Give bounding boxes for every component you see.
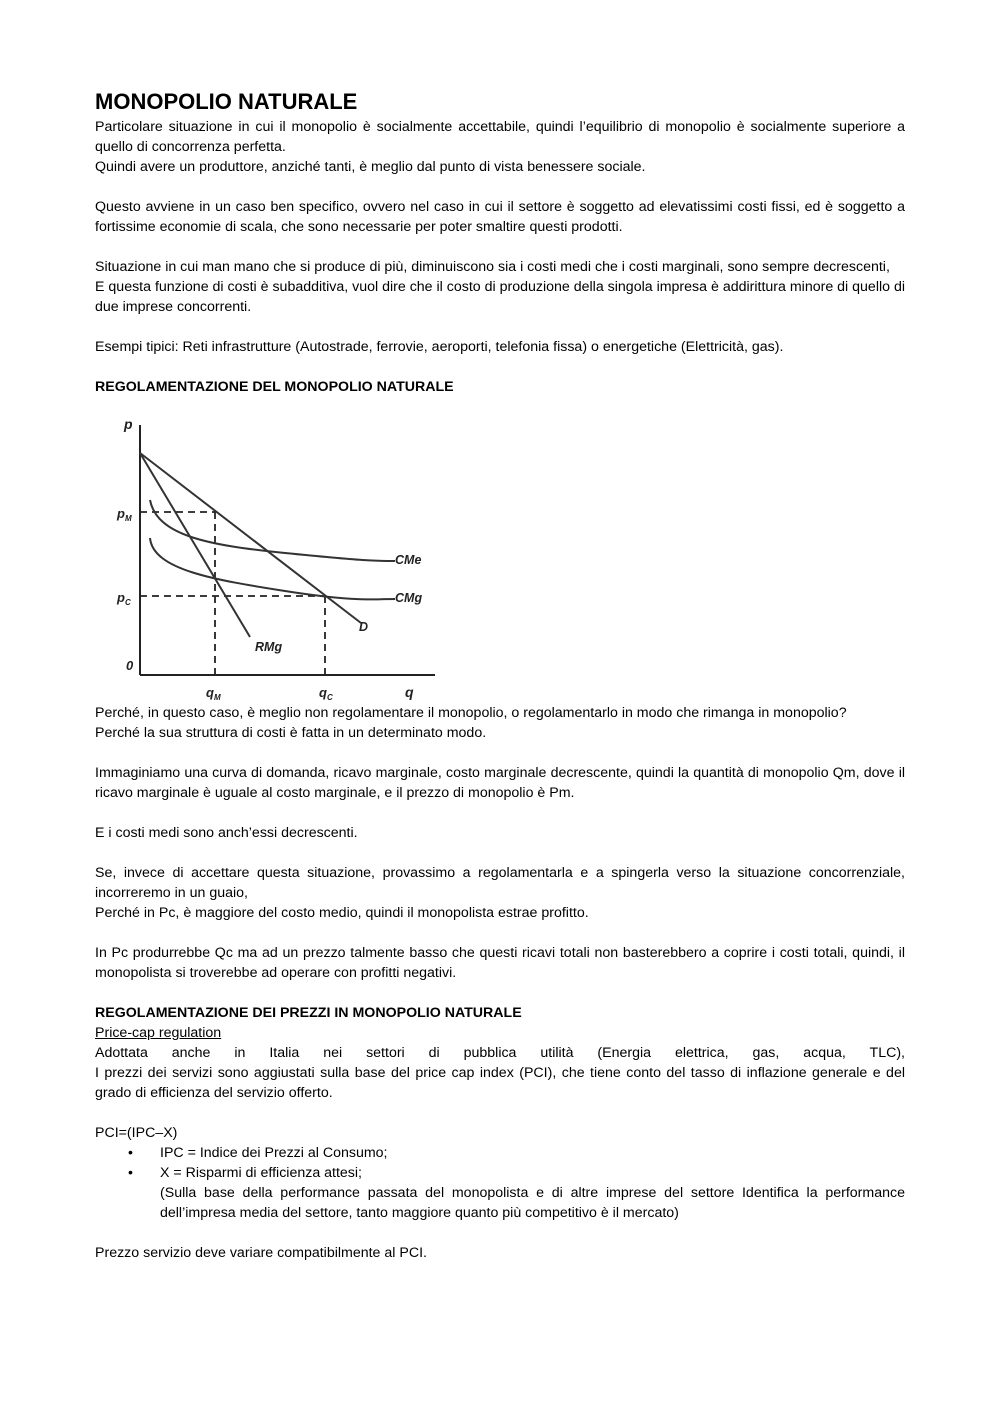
- cmg-label: CMg: [395, 591, 423, 605]
- list-item: • X = Risparmi di efficienza attesi;: [128, 1165, 362, 1181]
- pm-label: $p_M$: [117, 506, 132, 523]
- marginal-revenue-curve: [140, 453, 250, 637]
- page-title: MONOPOLIO NATURALE: [95, 89, 358, 114]
- document-page: [95, 88, 905, 1263]
- intro-paragraph-2: Quindi avere un produttore, anziché tanti, è meglio dal punto di vista benessere sociale.: [95, 159, 646, 175]
- pc-label: $p_C$: [117, 590, 131, 607]
- diagram-svg: [105, 405, 445, 702]
- bullet-icon: •: [128, 1165, 133, 1181]
- y-axis-label: p: [124, 416, 133, 432]
- closing-paragraph: Prezzo servizio deve variare compatibilmente al PCI.: [95, 1245, 427, 1261]
- section1-paragraph-4: E i costi medi sono anch’essi decrescenti.: [95, 825, 358, 841]
- intro-paragraph-3: Questo avviene in un caso ben specifico, ovvero nel caso in cui il settore è soggetto ad elevatissimi costi fissi, ed è soggetto a fortissime economie di scala, che sono necessarie per poter smaltire questi prodotti.: [95, 199, 905, 235]
- marginal-cost-curve: [150, 538, 395, 599]
- pci-definition-list: [95, 1143, 905, 1183]
- intro-paragraph-4: Situazione in cui man mano che si produce di più, diminuiscono sia i costi medi che i costi marginali, sono sempre decrescenti,: [95, 259, 890, 275]
- origin-label: 0: [126, 658, 134, 673]
- list-item: • IPC = Indice dei Prezzi al Consumo;: [128, 1145, 388, 1161]
- cme-label: CMe: [395, 553, 422, 567]
- qm-label: $q_M$: [206, 685, 221, 702]
- price-cap-subheading: Price-cap regulation: [95, 1025, 222, 1041]
- rmg-label: RMg: [255, 640, 283, 654]
- section1-paragraph-7: In Pc produrrebbe Qc ma ad un prezzo talmente basso che questi ricavi totali non basterebbero a coprire i costi totali, quindi, il monopolista si troverebbe ad operare con profitti negativi.: [95, 945, 905, 981]
- natural-monopoly-diagram: [105, 405, 445, 702]
- intro-paragraph-1: Particolare situazione in cui il monopolio è socialmente accettabile, quindi l’equilibrio di monopolio è socialmente superiore a quello di concorrenza perfetta.: [95, 119, 905, 155]
- intro-paragraph-5: E questa funzione di costi è subadditiva, vuol dire che il costo di produzione della singola impresa è addirittura minore di quello di due imprese concorrenti.: [95, 279, 905, 315]
- bullet-icon: •: [128, 1145, 133, 1161]
- qc-label: $q_C$: [319, 685, 333, 702]
- x-axis-label: q: [405, 684, 414, 700]
- pci-formula: PCI=(IPC–X): [95, 1125, 178, 1141]
- section-heading-prezzi: REGOLAMENTAZIONE DEI PREZZI IN MONOPOLIO NATURALE: [95, 1005, 522, 1021]
- section1-paragraph-3: Immaginiamo una curva di domanda, ricavo marginale, costo marginale decrescente, quindi la quantità di monopolio Qm, dove il ricavo marginale è uguale al costo marginale, e il prezzo di monopolio è Pm.: [95, 765, 905, 801]
- efficiency-note: (Sulla base della performance passata del monopolista e di altre imprese del settore Identifica la performance dell’impresa media del settore, tanto maggiore quanto più competitivo è il mercato): [160, 1185, 905, 1221]
- section2-paragraph-2: I prezzi dei servizi sono aggiustati sulla base del price cap index (PCI), che tiene conto del tasso di inflazione generale e del grado di efficienza del servizio offerto.: [95, 1065, 905, 1101]
- section-heading-regolamentazione: REGOLAMENTAZIONE DEL MONOPOLIO NATURALE: [95, 379, 454, 395]
- section1-paragraph-6: Perché in Pc, è maggiore del costo medio, quindi il monopolista estrae profitto.: [95, 905, 589, 921]
- section1-paragraph-5: Se, invece di accettare questa situazione, provassimo a regolamentarla e a spingerla verso la situazione concorrenziale, incorreremo in un guaio,: [95, 865, 905, 901]
- intro-paragraph-6: Esempi tipici: Reti infrastrutture (Autostrade, ferrovie, aeroporti, telefonia fissa) o energetiche (Elettricità, gas).: [95, 339, 784, 355]
- section2-paragraph-1: Adottata anche in Italia nei settori di pubblica utilità (Energia elettrica, gas, acqua, TLC),: [95, 1045, 905, 1061]
- section1-paragraph-1: Perché, in questo caso, è meglio non regolamentare il monopolio, o regolamentarlo in modo che rimanga in monopolio?: [95, 705, 847, 721]
- section1-paragraph-2: Perché la sua struttura di costi è fatta in un determinato modo.: [95, 725, 487, 741]
- demand-label: D: [359, 620, 369, 634]
